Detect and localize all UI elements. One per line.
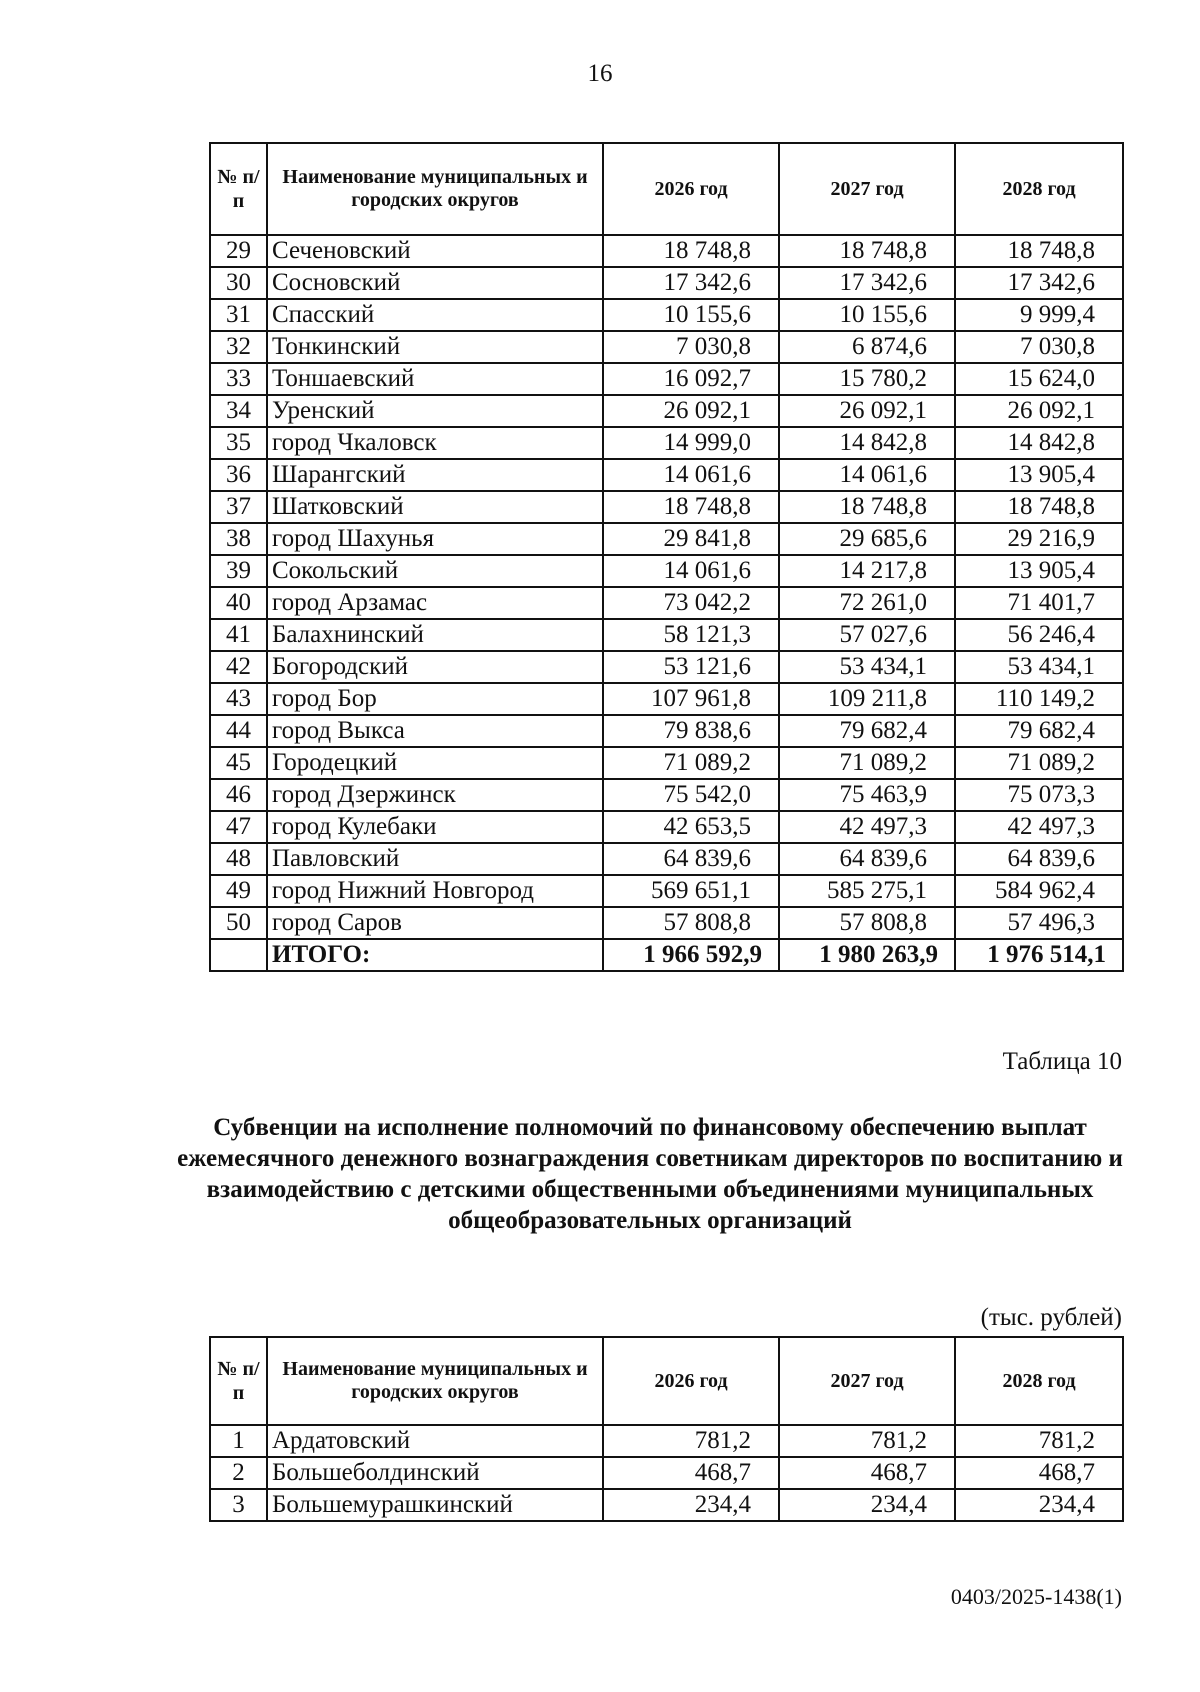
row-name: город Саров	[267, 907, 603, 939]
row-number: 1	[210, 1425, 267, 1457]
row-number: 36	[210, 459, 267, 491]
row-value-2028: 7 030,8	[955, 331, 1123, 363]
row-number: 29	[210, 235, 267, 267]
row-value-2028: 29 216,9	[955, 523, 1123, 555]
header-name: Наименование муниципальных и городских округов	[267, 143, 603, 235]
row-value-2027: 10 155,6	[779, 299, 955, 331]
row-name: Большемурашкинский	[267, 1489, 603, 1521]
row-value-2028: 15 624,0	[955, 363, 1123, 395]
row-name: город Нижний Новгород	[267, 875, 603, 907]
row-number: 3	[210, 1489, 267, 1521]
row-value-2027: 79 682,4	[779, 715, 955, 747]
row-value-2026: 71 089,2	[603, 747, 779, 779]
row-name: Большеболдинский	[267, 1457, 603, 1489]
table-row	[210, 619, 1123, 651]
row-value-2027: 72 261,0	[779, 587, 955, 619]
row-value-2026: 781,2	[603, 1425, 779, 1457]
table-row	[210, 1425, 1123, 1457]
row-value-2028: 110 149,2	[955, 683, 1123, 715]
table-row	[210, 587, 1123, 619]
row-value-2028: 53 434,1	[955, 651, 1123, 683]
row-name: Уренский	[267, 395, 603, 427]
row-name: Сеченовский	[267, 235, 603, 267]
header-2026: 2026 год	[603, 143, 779, 235]
row-value-2026: 468,7	[603, 1457, 779, 1489]
row-name: город Выкса	[267, 715, 603, 747]
row-value-2026: 79 838,6	[603, 715, 779, 747]
total-2028: 1 976 514,1	[955, 939, 1123, 971]
row-value-2027: 109 211,8	[779, 683, 955, 715]
row-number: 30	[210, 267, 267, 299]
row-value-2028: 781,2	[955, 1425, 1123, 1457]
row-number: 46	[210, 779, 267, 811]
row-name: город Шахунья	[267, 523, 603, 555]
table-header-row	[210, 143, 1123, 235]
table-row	[210, 779, 1123, 811]
table-row	[210, 1489, 1123, 1521]
row-value-2028: 584 962,4	[955, 875, 1123, 907]
row-value-2028: 14 842,8	[955, 427, 1123, 459]
row-value-2026: 107 961,8	[603, 683, 779, 715]
row-value-2027: 71 089,2	[779, 747, 955, 779]
row-number: 42	[210, 651, 267, 683]
total-num	[210, 939, 267, 971]
row-number: 44	[210, 715, 267, 747]
row-value-2026: 7 030,8	[603, 331, 779, 363]
row-number: 35	[210, 427, 267, 459]
row-value-2028: 18 748,8	[955, 491, 1123, 523]
table-row	[210, 491, 1123, 523]
row-value-2026: 26 092,1	[603, 395, 779, 427]
table-row	[210, 427, 1123, 459]
row-value-2027: 15 780,2	[779, 363, 955, 395]
table-row	[210, 651, 1123, 683]
row-value-2028: 42 497,3	[955, 811, 1123, 843]
row-name: Павловский	[267, 843, 603, 875]
row-value-2028: 234,4	[955, 1489, 1123, 1521]
row-value-2026: 14 061,6	[603, 459, 779, 491]
row-value-2028: 468,7	[955, 1457, 1123, 1489]
row-value-2026: 234,4	[603, 1489, 779, 1521]
table-row	[210, 331, 1123, 363]
row-number: 33	[210, 363, 267, 395]
row-value-2027: 17 342,6	[779, 267, 955, 299]
table-row	[210, 395, 1123, 427]
row-number: 47	[210, 811, 267, 843]
row-value-2027: 18 748,8	[779, 235, 955, 267]
row-value-2026: 53 121,6	[603, 651, 779, 683]
table-row	[210, 267, 1123, 299]
row-number: 31	[210, 299, 267, 331]
row-value-2026: 16 092,7	[603, 363, 779, 395]
row-value-2027: 53 434,1	[779, 651, 955, 683]
row-value-2026: 58 121,3	[603, 619, 779, 651]
table-row	[210, 1457, 1123, 1489]
total-2026: 1 966 592,9	[603, 939, 779, 971]
table-row	[210, 715, 1123, 747]
table-header-row	[210, 1337, 1123, 1425]
row-value-2027: 234,4	[779, 1489, 955, 1521]
header-2028: 2028 год	[955, 1337, 1123, 1425]
row-number: 45	[210, 747, 267, 779]
row-value-2028: 71 401,7	[955, 587, 1123, 619]
row-value-2026: 14 999,0	[603, 427, 779, 459]
row-name: Ардатовский	[267, 1425, 603, 1457]
row-value-2027: 14 217,8	[779, 555, 955, 587]
row-value-2027: 14 842,8	[779, 427, 955, 459]
row-value-2027: 781,2	[779, 1425, 955, 1457]
table-row	[210, 459, 1123, 491]
row-value-2026: 64 839,6	[603, 843, 779, 875]
row-value-2026: 75 542,0	[603, 779, 779, 811]
row-number: 2	[210, 1457, 267, 1489]
table-row	[210, 235, 1123, 267]
row-value-2027: 57 808,8	[779, 907, 955, 939]
row-name: Сосновский	[267, 267, 603, 299]
header-2028: 2028 год	[955, 143, 1123, 235]
row-value-2028: 71 089,2	[955, 747, 1123, 779]
row-value-2028: 13 905,4	[955, 555, 1123, 587]
row-value-2026: 10 155,6	[603, 299, 779, 331]
row-value-2028: 64 839,6	[955, 843, 1123, 875]
row-value-2027: 18 748,8	[779, 491, 955, 523]
row-number: 38	[210, 523, 267, 555]
table-10-label: Таблица 10	[1002, 1048, 1122, 1075]
row-value-2026: 17 342,6	[603, 267, 779, 299]
row-value-2027: 29 685,6	[779, 523, 955, 555]
row-name: город Чкаловск	[267, 427, 603, 459]
row-name: Тоншаевский	[267, 363, 603, 395]
page-number: 16	[587, 60, 613, 87]
row-value-2028: 79 682,4	[955, 715, 1123, 747]
table-row	[210, 555, 1123, 587]
row-value-2028: 17 342,6	[955, 267, 1123, 299]
header-num: № п/п	[210, 143, 267, 235]
row-number: 49	[210, 875, 267, 907]
row-value-2028: 18 748,8	[955, 235, 1123, 267]
table-row	[210, 747, 1123, 779]
row-value-2027: 26 092,1	[779, 395, 955, 427]
row-value-2027: 64 839,6	[779, 843, 955, 875]
row-value-2028: 75 073,3	[955, 779, 1123, 811]
table-10-title: Субвенции на исполнение полномочий по финансовому обеспечению выплат ежемесячного денежного вознаграждения советникам директоров по воспитанию и взаимодействию с детскими общественными объединениями муниципальных общеобразовательных организаций	[177, 1114, 1123, 1234]
header-2027: 2027 год	[779, 1337, 955, 1425]
row-value-2026: 14 061,6	[603, 555, 779, 587]
table-total-row	[210, 939, 1123, 971]
table-row	[210, 811, 1123, 843]
row-value-2027: 42 497,3	[779, 811, 955, 843]
row-number: 50	[210, 907, 267, 939]
row-name: город Дзержинск	[267, 779, 603, 811]
header-2027: 2027 год	[779, 143, 955, 235]
row-value-2026: 57 808,8	[603, 907, 779, 939]
row-number: 34	[210, 395, 267, 427]
row-number: 48	[210, 843, 267, 875]
row-number: 37	[210, 491, 267, 523]
row-number: 41	[210, 619, 267, 651]
total-2027: 1 980 263,9	[779, 939, 955, 971]
row-number: 32	[210, 331, 267, 363]
row-name: город Бор	[267, 683, 603, 715]
table-row	[210, 907, 1123, 939]
row-value-2026: 42 653,5	[603, 811, 779, 843]
row-value-2026: 18 748,8	[603, 491, 779, 523]
row-name: город Арзамас	[267, 587, 603, 619]
row-value-2026: 18 748,8	[603, 235, 779, 267]
row-value-2028: 9 999,4	[955, 299, 1123, 331]
row-name: Шарангский	[267, 459, 603, 491]
row-value-2027: 6 874,6	[779, 331, 955, 363]
table-row	[210, 523, 1123, 555]
table-row	[210, 875, 1123, 907]
total-label: ИТОГО:	[267, 939, 603, 971]
row-name: Городецкий	[267, 747, 603, 779]
subsidy-table-10	[209, 1336, 1124, 1522]
row-name: Балахнинский	[267, 619, 603, 651]
row-value-2026: 29 841,8	[603, 523, 779, 555]
subsidy-table-9	[209, 142, 1124, 972]
table-row	[210, 363, 1123, 395]
header-num: № п/п	[210, 1337, 267, 1425]
header-2026: 2026 год	[603, 1337, 779, 1425]
row-value-2027: 75 463,9	[779, 779, 955, 811]
units-note: (тыс. рублей)	[980, 1304, 1122, 1331]
row-value-2027: 57 027,6	[779, 619, 955, 651]
row-number: 39	[210, 555, 267, 587]
row-value-2028: 26 092,1	[955, 395, 1123, 427]
row-number: 43	[210, 683, 267, 715]
row-name: Богородский	[267, 651, 603, 683]
row-value-2028: 57 496,3	[955, 907, 1123, 939]
row-value-2026: 73 042,2	[603, 587, 779, 619]
row-name: Сокольский	[267, 555, 603, 587]
row-value-2026: 569 651,1	[603, 875, 779, 907]
header-name: Наименование муниципальных и городских округов	[267, 1337, 603, 1425]
table-row	[210, 843, 1123, 875]
row-value-2027: 585 275,1	[779, 875, 955, 907]
row-value-2028: 13 905,4	[955, 459, 1123, 491]
row-name: Спасский	[267, 299, 603, 331]
row-number: 40	[210, 587, 267, 619]
row-name: Шатковский	[267, 491, 603, 523]
row-name: Тонкинский	[267, 331, 603, 363]
document-code: 0403/2025-1438(1)	[950, 1584, 1122, 1609]
row-value-2027: 14 061,6	[779, 459, 955, 491]
table-row	[210, 299, 1123, 331]
row-value-2027: 468,7	[779, 1457, 955, 1489]
table-row	[210, 683, 1123, 715]
row-name: город Кулебаки	[267, 811, 603, 843]
row-value-2028: 56 246,4	[955, 619, 1123, 651]
